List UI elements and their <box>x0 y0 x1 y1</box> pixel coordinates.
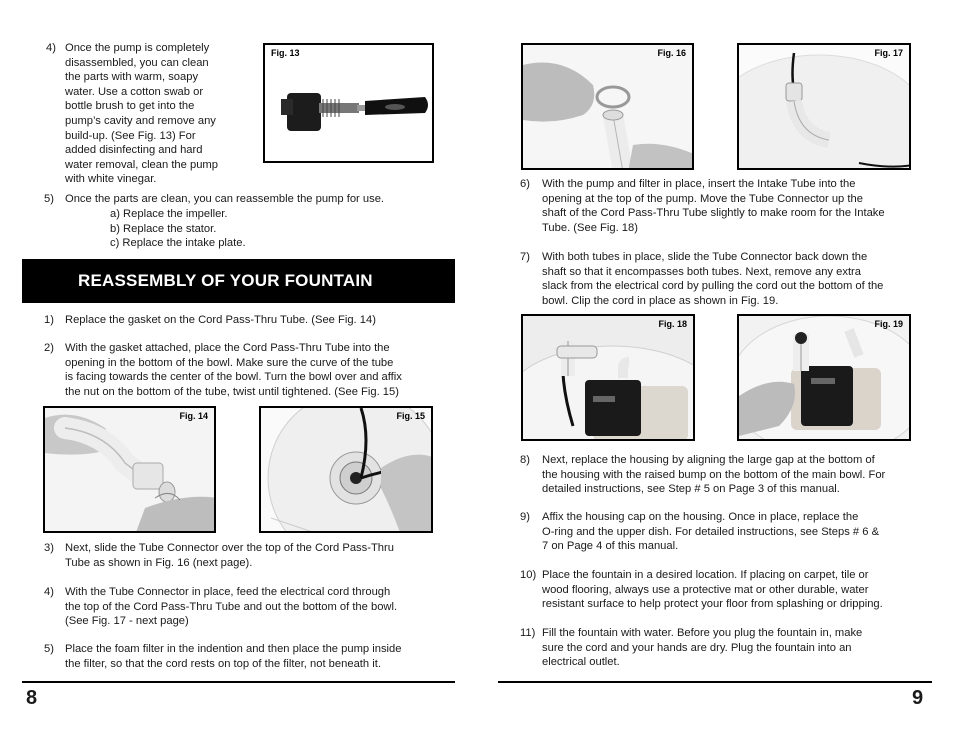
reassembly-step-11-number: 11) <box>520 627 536 639</box>
reassembly-step-2-number: 2) <box>44 342 54 354</box>
step-4-line: build-up. (See Fig. 13) For <box>65 129 196 142</box>
text-line: resistant surface to help protect your floor from splashing or dripping. <box>542 598 883 611</box>
reassembly-step-10-text <box>542 568 937 612</box>
text-line: shaft of the Cord Pass-Thru Tube slightly to make room for the Intake <box>542 207 885 220</box>
text-line: the housing with the raised bump on the bottom of the main bowl. For <box>542 468 886 481</box>
text-line: O-ring and the upper dish. For detailed instructions, see Steps # 6 & <box>542 525 880 538</box>
text-line: bowl. Clip the cord in place as shown in Fig. 19. <box>542 294 779 307</box>
text-line: detailed instructions, see Step # 5 on Page 3 of this manual. <box>542 483 840 496</box>
step-4-line: disassembled, you can clean <box>65 56 209 69</box>
text-line: (See Fig. 17 - next page) <box>65 615 189 628</box>
step-4-line: water removal, clean the pump <box>65 158 218 171</box>
figure-16-label: Fig. 16 <box>657 48 686 58</box>
reassembly-step-6-number: 6) <box>520 178 530 190</box>
reassembly-step-5-text <box>65 642 455 671</box>
page-number-left: 8 <box>26 687 38 709</box>
reassembly-step-1-number: 1) <box>44 314 54 326</box>
section-heading-reassembly: REASSEMBLY OF YOUR FOUNTAIN <box>22 259 455 303</box>
cord-clip-illustration <box>739 316 911 441</box>
reassembly-step-7-text <box>542 250 932 308</box>
text-line: 7 on Page 4 of this manual. <box>542 540 679 553</box>
figure-14-label: Fig. 14 <box>179 411 208 421</box>
text-line: Affix the housing cap on the housing. Once in place, replace the <box>542 511 859 523</box>
text-line: opening in the bottom of the bowl. Make sure the curve of the tube <box>65 356 394 369</box>
text-line: Tube as shown in Fig. 16 (next page). <box>65 556 253 569</box>
reassembly-step-3-text <box>65 541 455 570</box>
text-line: slack from the electrical cord by pulling the cord out the bottom of the <box>542 280 884 293</box>
reassembly-step-1-text: Replace the gasket on the Cord Pass-Thru Tube. (See Fig. 14) <box>65 314 376 326</box>
step-4-line: pump’s cavity and remove any <box>65 114 216 127</box>
tube-connector-illustration <box>523 45 694 170</box>
text-line: Fill the fountain with water. Before you plug the fountain in, make <box>542 627 863 639</box>
step-5-subitem: c) Replace the intake plate. <box>110 237 246 250</box>
figure-13-label: Fig. 13 <box>271 48 300 58</box>
reassembly-step-7-number: 7) <box>520 251 530 263</box>
reassembly-step-4-text <box>65 585 455 629</box>
text-line: electrical outlet. <box>542 656 620 669</box>
left-page-footer-rule <box>22 681 455 683</box>
step-5-subitem: b) Replace the stator. <box>110 222 217 235</box>
text-line: With the Tube Connector in place, feed the electrical cord through <box>65 586 391 598</box>
step-4-line: the parts with warm, soapy <box>65 71 199 84</box>
step-4-number: 4) <box>46 42 56 54</box>
text-line: sure the cord and your hands are dry. Plug the fountain into an <box>542 641 852 654</box>
text-line: Next, replace the housing by aligning the large gap at the bottom of <box>542 454 875 466</box>
text-line: the filter, so that the cord rests on top of the filter, not beneath it. <box>65 657 381 670</box>
reassembly-step-8-text <box>542 453 932 497</box>
step-4-text <box>65 41 265 187</box>
figure-19 <box>737 314 911 441</box>
reassembly-step-3-number: 3) <box>44 542 54 554</box>
figure-18-label: Fig. 18 <box>658 319 687 329</box>
text-line: With the pump and filter in place, insert the Intake Tube into the <box>542 178 856 190</box>
figure-16 <box>521 43 694 170</box>
reassembly-step-2-text <box>65 341 455 399</box>
step-5-number: 5) <box>44 193 54 205</box>
reassembly-step-9-number: 9) <box>520 511 530 523</box>
text-line: opening at the top of the pump. Move the Tube Connector up the <box>542 192 863 205</box>
text-line: shaft so that it encompasses both tubes. Next, remove any extra <box>542 265 862 278</box>
figure-13 <box>263 43 434 163</box>
figure-15 <box>259 406 433 533</box>
text-line: the nut on the bottom of the tube, twist until tightened. (See Fig. 15) <box>65 385 399 398</box>
reassembly-step-4-number: 4) <box>44 586 54 598</box>
step-4-line: Once the pump is completely <box>65 42 210 54</box>
reassembly-step-11-text <box>542 626 932 670</box>
figure-17-label: Fig. 17 <box>874 48 903 58</box>
figure-17 <box>737 43 911 170</box>
text-line: Tube. (See Fig. 18) <box>542 221 638 234</box>
text-line: Place the fountain in a desired location. If placing on carpet, tile or <box>542 569 869 581</box>
brush-cleaning-pump-illustration <box>265 45 434 163</box>
step-4-line: water. Use a cotton swab or <box>65 85 204 98</box>
pump-in-filter-illustration <box>523 316 695 441</box>
step-4-line: with white vinegar. <box>65 173 157 186</box>
step-5-subitem: a) Replace the impeller. <box>110 208 228 220</box>
bowl-bottom-nut-illustration <box>261 408 433 533</box>
step-4-line: bottle brush to get into the <box>65 100 195 113</box>
text-line: With both tubes in place, slide the Tube Connector back down the <box>542 251 868 263</box>
reassembly-step-6-text <box>542 177 932 235</box>
figure-19-label: Fig. 19 <box>874 319 903 329</box>
page-number-right: 9 <box>912 687 924 709</box>
text-line: wood flooring, always use a protective mat or other durable, water <box>542 583 869 596</box>
reassembly-step-10-number: 10) <box>520 569 537 581</box>
figure-18 <box>521 314 695 441</box>
text-line: the top of the Cord Pass-Thru Tube and out the bottom of the bowl. <box>65 600 398 613</box>
text-line: is facing towards the center of the bowl. Turn the bowl over and affix <box>65 371 402 384</box>
step-5-text: Once the parts are clean, you can reassemble the pump for use. <box>65 193 385 205</box>
step-4-line: added disinfecting and hard <box>65 144 203 157</box>
gasket-on-tube-illustration <box>45 408 216 533</box>
right-page-footer-rule <box>498 681 932 683</box>
figure-15-label: Fig. 15 <box>396 411 425 421</box>
text-line: Place the foam filter in the indention and then place the pump inside <box>65 643 402 655</box>
text-line: Next, slide the Tube Connector over the top of the Cord Pass-Thru <box>65 542 394 554</box>
reassembly-step-8-number: 8) <box>520 454 530 466</box>
reassembly-step-9-text <box>542 510 932 554</box>
cord-through-tube-illustration <box>739 45 911 170</box>
step-5-subitems <box>110 207 410 251</box>
text-line: With the gasket attached, place the Cord Pass-Thru Tube into the <box>65 342 390 354</box>
figure-14 <box>43 406 216 533</box>
reassembly-step-5-number: 5) <box>44 643 54 655</box>
